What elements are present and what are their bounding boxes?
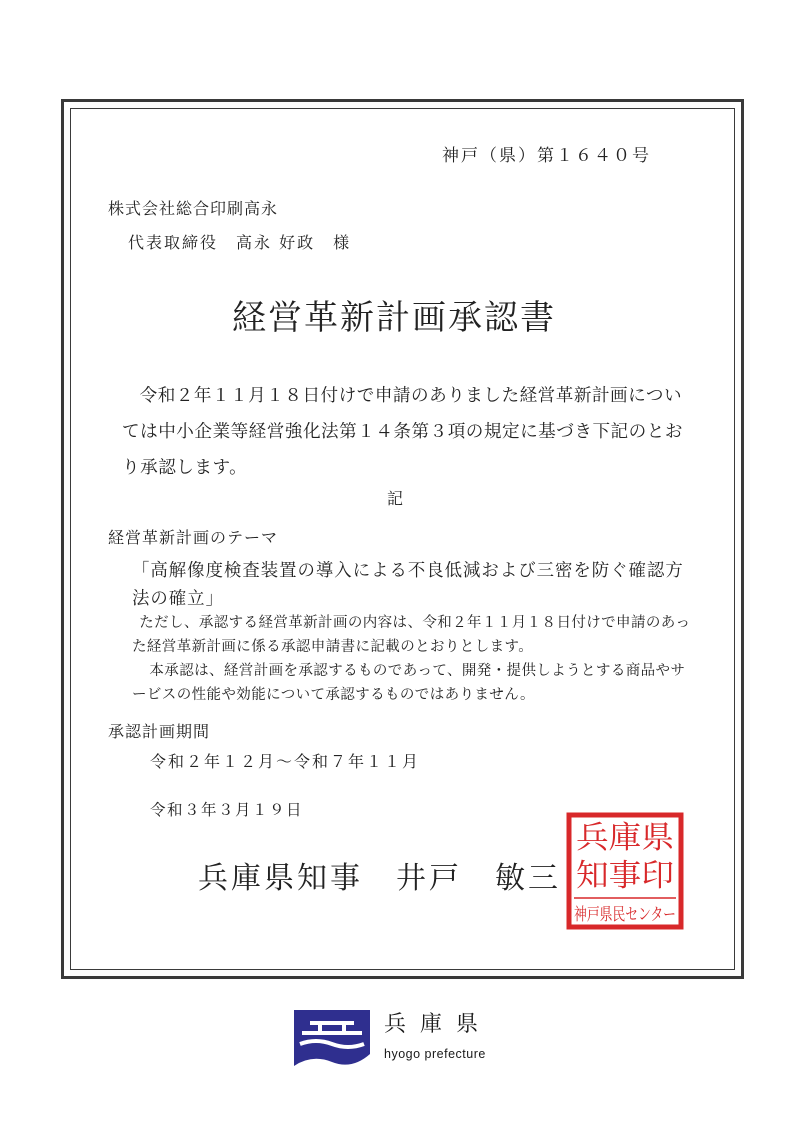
- hyogo-logo-icon: [292, 1008, 372, 1068]
- governor-signature: 兵庫県知事 井戸 敏三: [198, 861, 561, 896]
- period-heading: 承認計画期間: [108, 722, 211, 741]
- period-value: 令和２年１２月～令和７年１１月: [150, 752, 421, 771]
- theme-text: 「高解像度検査装置の導入による不良低減および三密を防ぐ確認方法の確立」: [132, 561, 684, 609]
- recipient-company: 株式会社総合印刷高永: [108, 199, 279, 218]
- seal-line-3: 神戸県民センター: [574, 905, 676, 925]
- approval-statement-text: 令和２年１１月１８日付けで申請のありました経営革新計画については中小企業等経営強化法第１４条第３項の規定に基づき下記のとおり承認します。: [122, 386, 683, 478]
- recipient-representative: 代表取締役 高永 好政 様: [128, 233, 352, 252]
- ki-label: 記: [387, 489, 405, 508]
- document-title: 経営革新計画承認書: [232, 298, 556, 338]
- note-2: 本承認は、経営計画を承認するものであって、開発・提供しようとする商品やサービスの性能や効能について承認するものではありません。: [132, 663, 686, 703]
- document-number: 神戸（県）第１６４０号: [442, 146, 651, 166]
- logo-jp-text: 兵庫県: [384, 1012, 493, 1037]
- seal-line-1: 兵庫県: [576, 820, 674, 856]
- approval-notes: [132, 611, 692, 707]
- official-seal: [566, 812, 684, 930]
- approval-statement: [122, 378, 694, 486]
- seal-line-2: 知事印: [576, 858, 674, 894]
- theme-heading: 経営革新計画のテーマ: [108, 528, 279, 547]
- note-1: ただし、承認する経営革新計画の内容は、令和２年１１月１８日付けで申請のあった経営革新計画に係る承認申請書に記載のとおりとします。: [132, 615, 691, 655]
- logo-en-text: hyogo prefecture: [384, 1047, 486, 1061]
- issue-date: 令和３年３月１９日: [150, 801, 304, 819]
